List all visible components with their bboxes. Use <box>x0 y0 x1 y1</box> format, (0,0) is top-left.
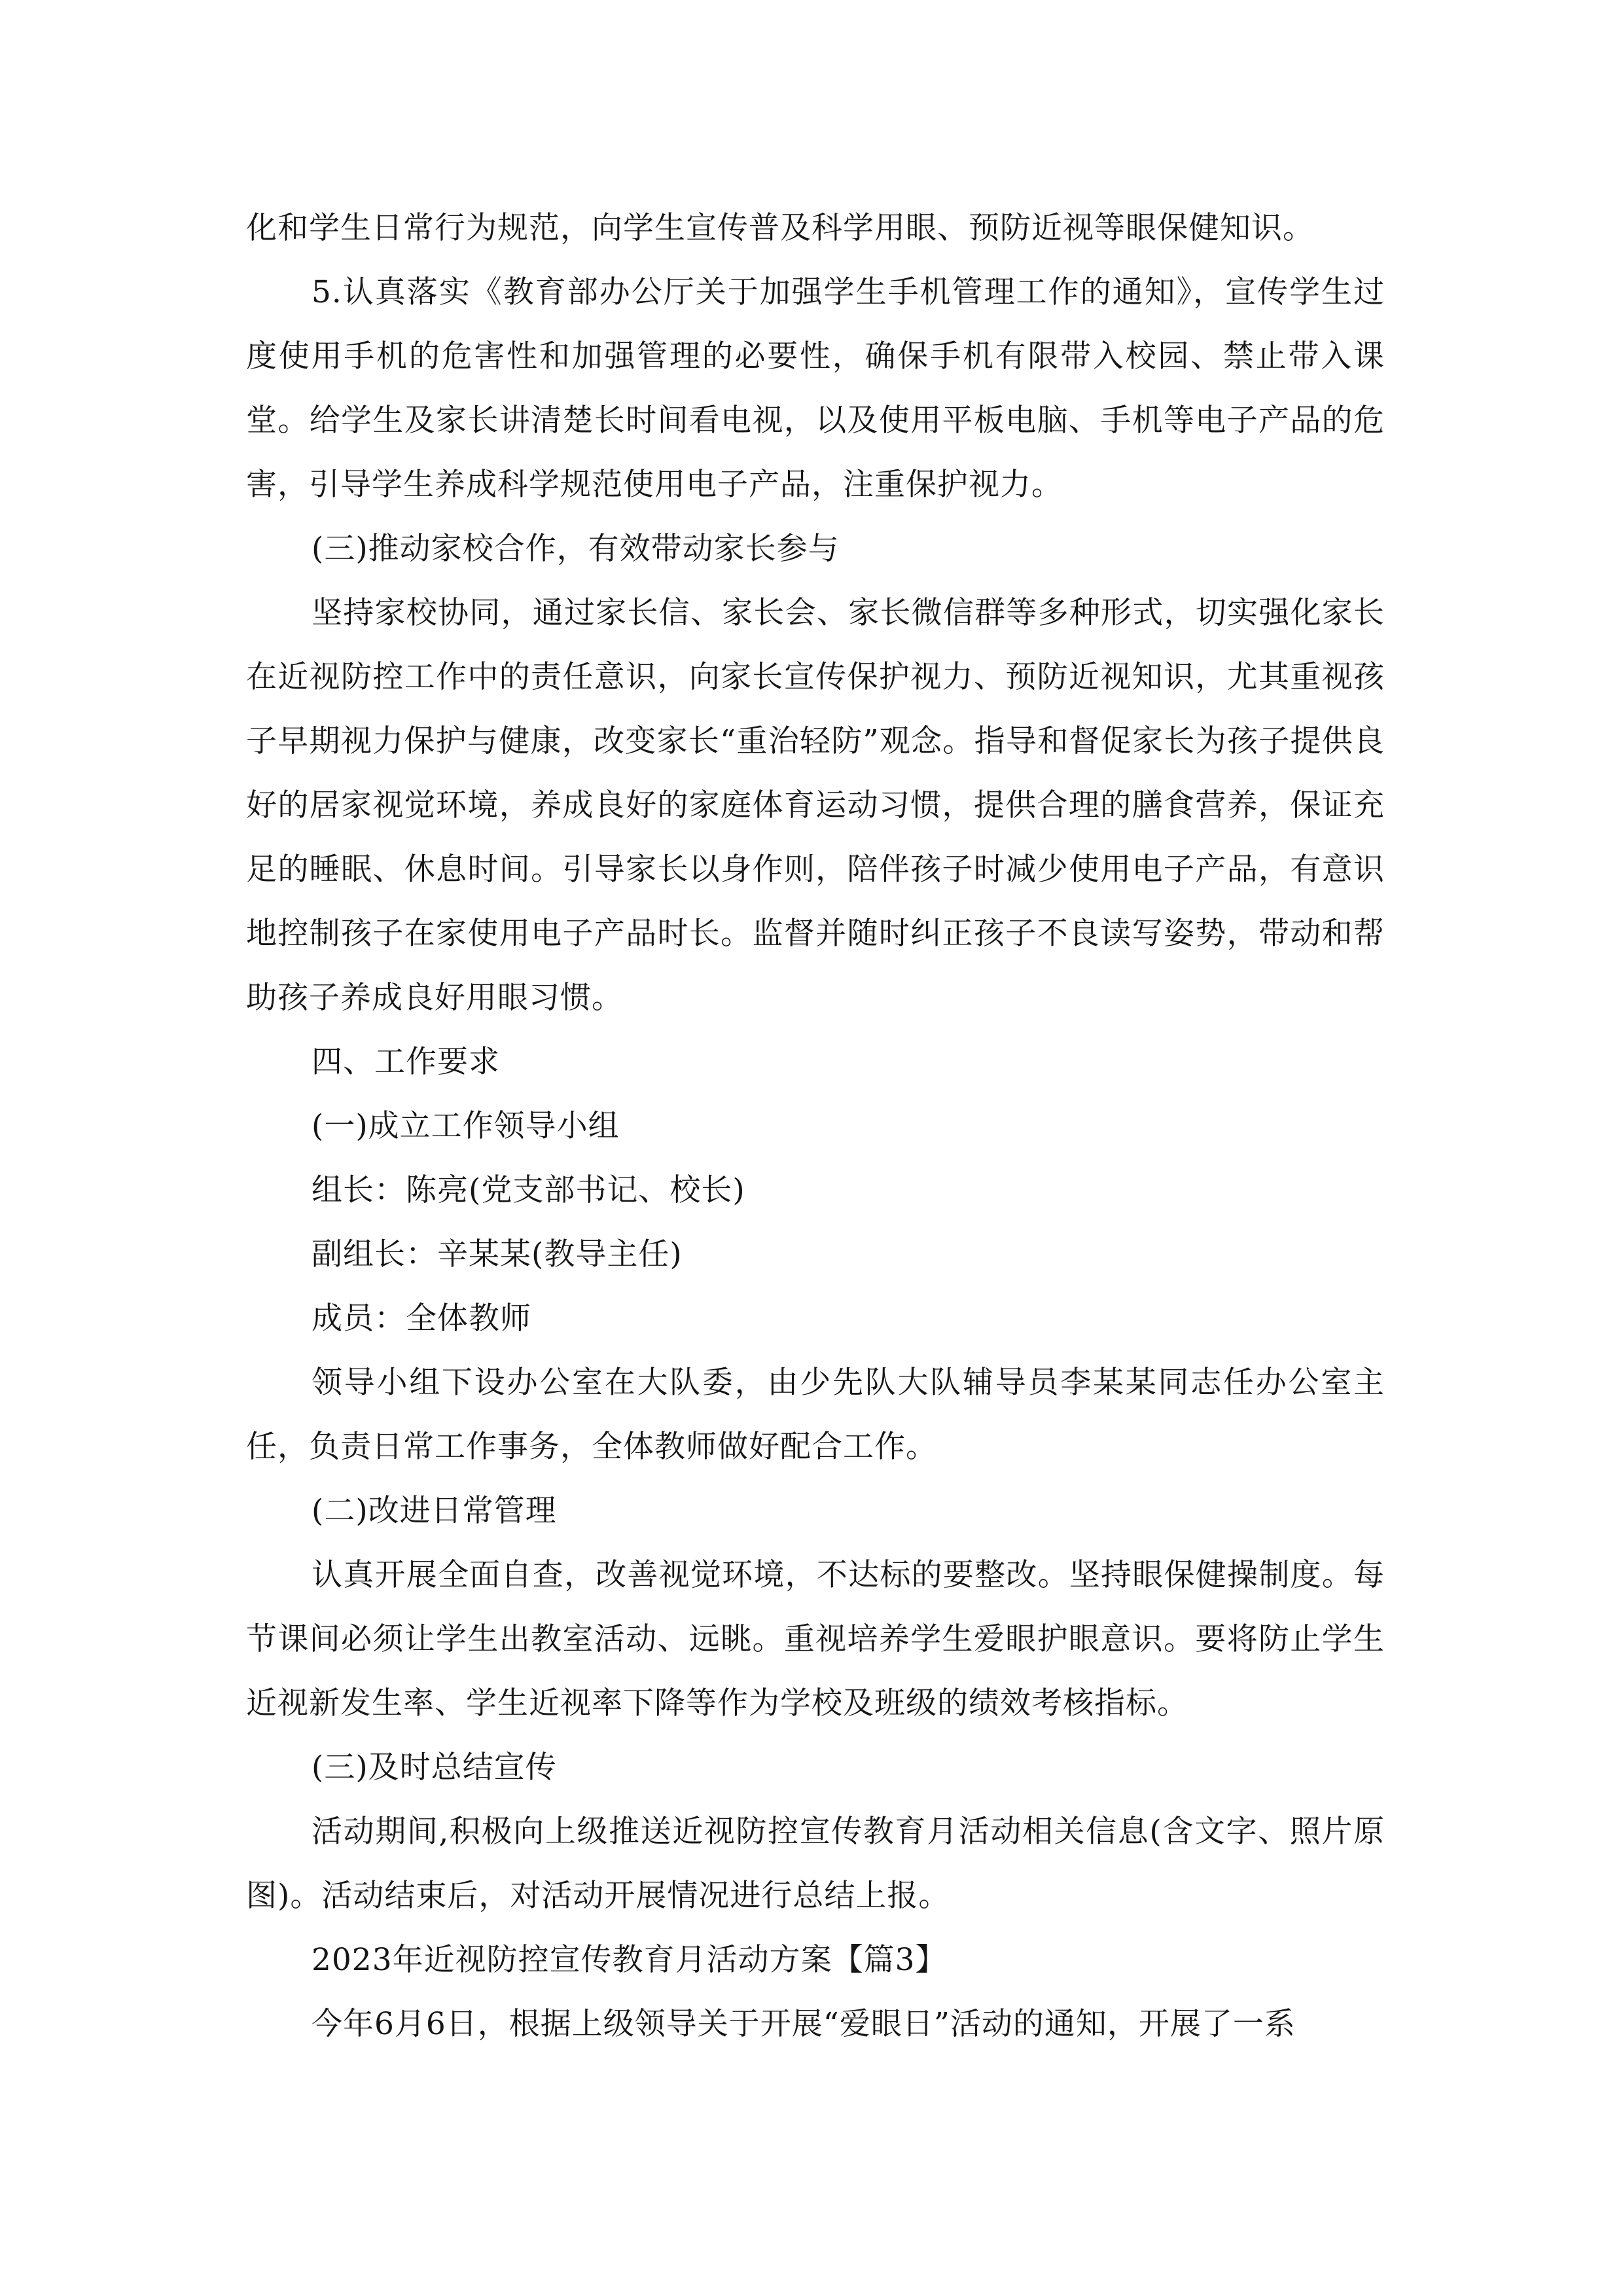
members-line: 成员：全体教师 <box>312 1300 531 1336</box>
leader-line: 组长：陈亮(党支部书记、校长) <box>312 1172 745 1208</box>
deputy-leader-line: 副组长：辛某某(教导主任) <box>312 1236 683 1272</box>
plan-title-part-3: 2023年近视防控宣传教育月活动方案【篇3】 <box>312 1942 947 1978</box>
paragraph-family-school: 坚持家校协同，通过家长信、家长会、家长微信群等多种形式，切实强化家长在近视防控工作中的责任意识，向家长宣传保护视力、预防近视知识，尤其重视孩子早期视力保护与健康，改变家长“重治轻防”观念。指导和督促家长为孩子提供良好的居家视觉环境，养成良好的家庭体育运动习惯，提供合理的膳食营养，保证充足的睡眠、休息时间。引导家长以身作则，陪伴孩子时减少使用电子产品，有意识地控制孩子在家使用电子产品时长。监督并随时纠正孩子不良读写姿势，带动和帮助孩子养成良好用眼习惯。 <box>246 595 1385 1016</box>
subheading-daily-management: (二)改进日常管理 <box>312 1493 557 1529</box>
paragraph-office: 领导小组下设办公室在大队委，由少先队大队辅导员李某某同志任办公室主任，负责日常工作事务，全体教师做好配合工作。 <box>246 1365 1385 1465</box>
paragraph-item-5: 5.认真落实《教育部办公厅关于加强学生手机管理工作的通知》，宣传学生过度使用手机的危害性和加强管理的必要性，确保手机有限带入校园、禁止带入课堂。给学生及家长讲清楚长时间看电视，以及使用平板电脑、手机等电子产品的危害，引导学生养成科学规范使用电子产品，注重保护视力。 <box>246 274 1385 503</box>
paragraph-continuation: 化和学生日常行为规范，向学生宣传普及科学用眼、预防近视等眼保健知识。 <box>246 210 1314 246</box>
section-heading-family-school: (三)推动家校合作，有效带动家长参与 <box>312 531 840 567</box>
subheading-leadership-group: (一)成立工作领导小组 <box>312 1108 620 1144</box>
paragraph-eye-day: 今年6月6日，根据上级领导关于开展“爱眼日”活动的通知，开展了一系 <box>312 2006 1296 2042</box>
document-body <box>246 196 1385 2056</box>
paragraph-summary-publicity: 活动期间,积极向上级推送近视防控宣传教育月活动相关信息(含文字、照片原图)。活动结束后，对活动开展情况进行总结上报。 <box>246 1814 1385 1914</box>
subheading-summary-publicity: (三)及时总结宣传 <box>312 1749 557 1785</box>
section-heading-work-requirements: 四、工作要求 <box>312 1044 500 1080</box>
paragraph-daily-management: 认真开展全面自查，改善视觉环境，不达标的要整改。坚持眼保健操制度。每节课间必须让学生出教室活动、远眺。重视培养学生爱眼护眼意识。要将防止学生近视新发生率、学生近视率下降等作为学校及班级的绩效考核指标。 <box>246 1557 1385 1721</box>
